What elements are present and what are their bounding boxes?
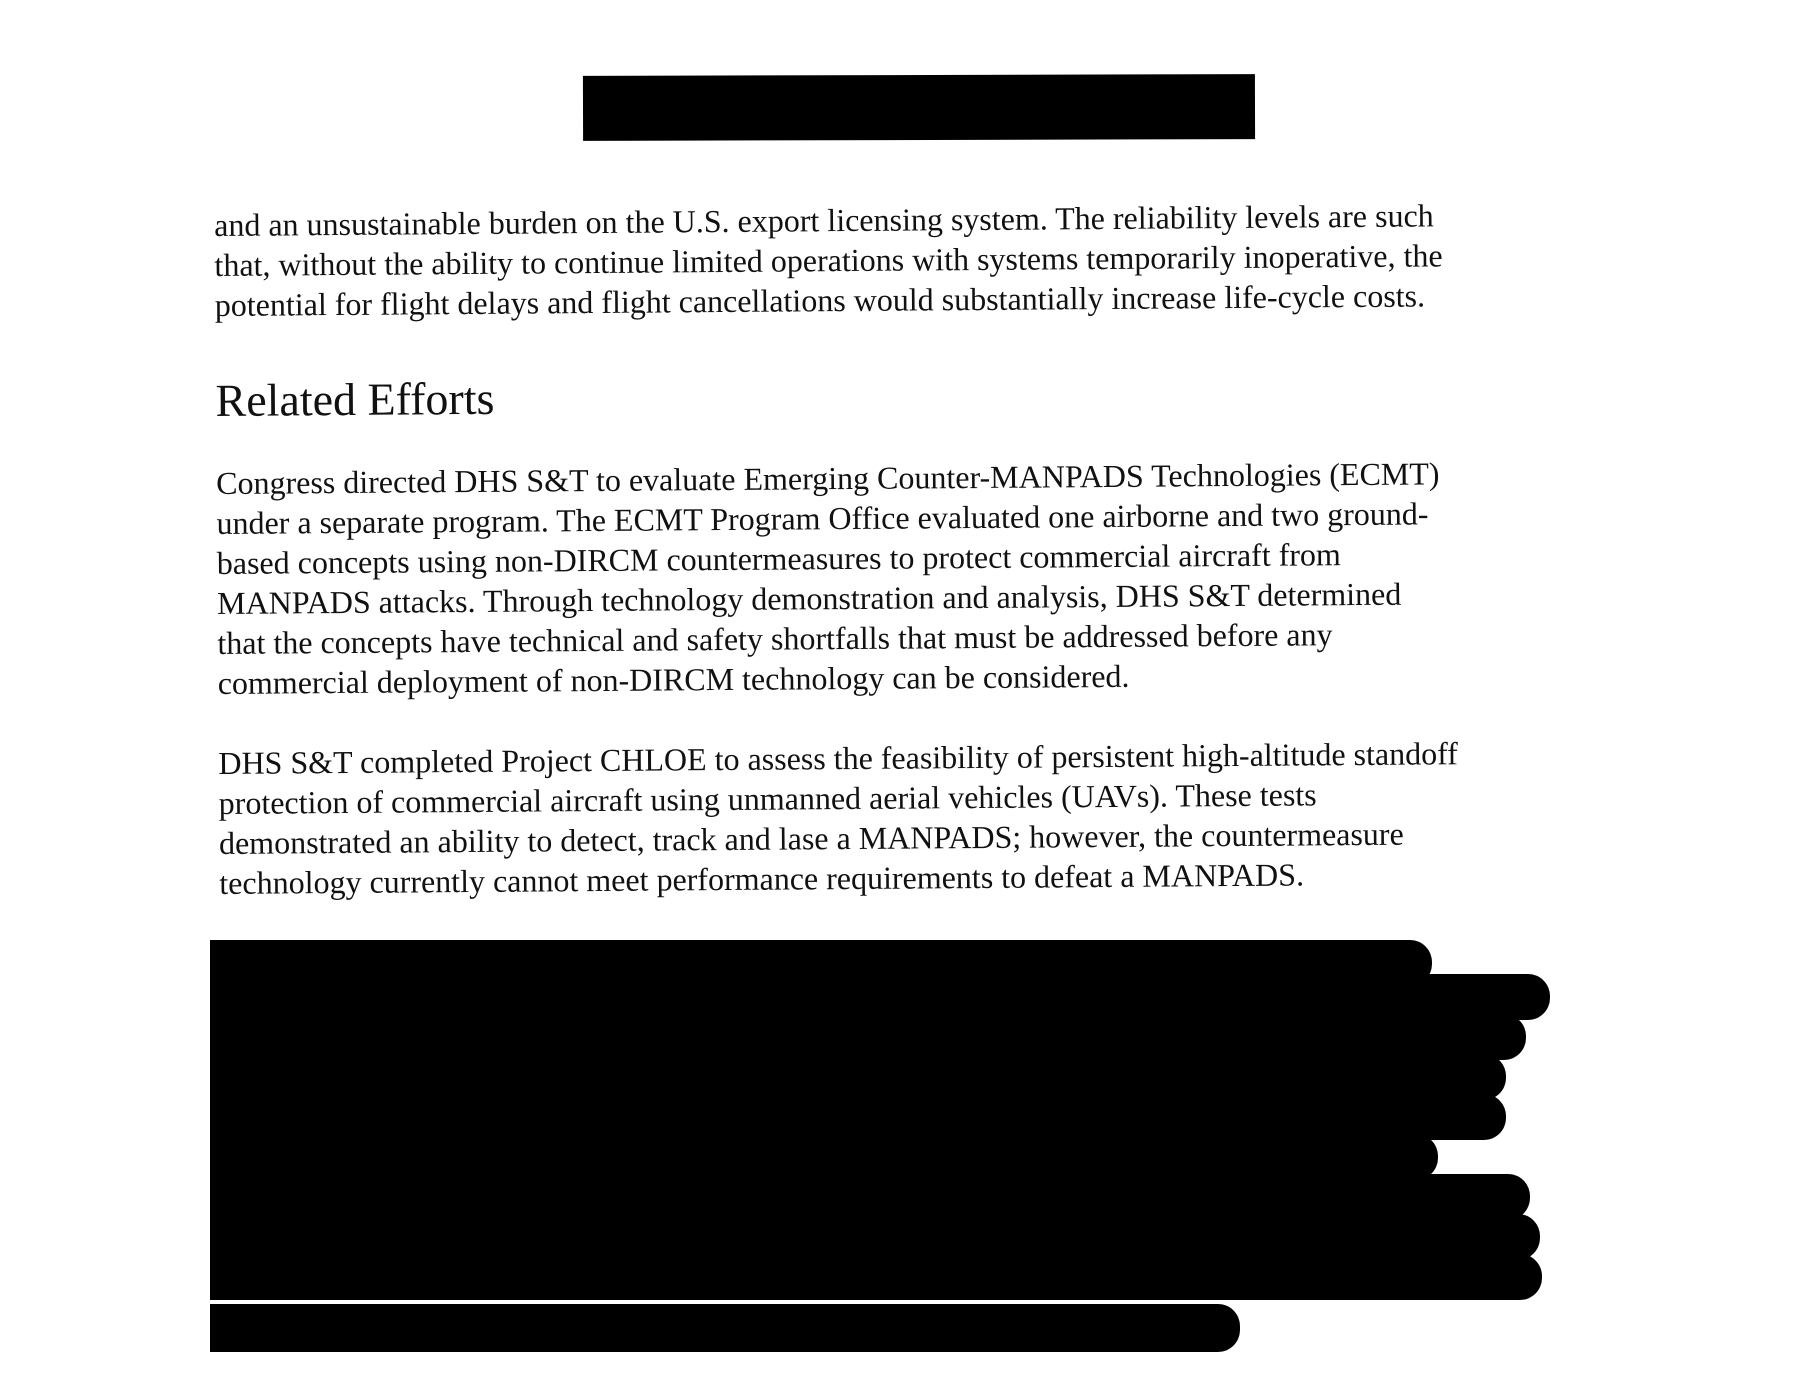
text-line: potential for flight delays and flight cancellations would substantially increase life-cycle costs.: [214, 277, 1426, 323]
text-line: under a separate program. The ECMT Program Office evaluated one airborne and two ground-: [216, 495, 1429, 541]
intro-paragraph: [214, 194, 1575, 325]
section-heading: Related Efforts: [215, 372, 495, 426]
text-line: DHS S&T completed Project CHLOE to assess the feasibility of persistent high-altitude standoff: [218, 735, 1459, 781]
redaction-bar: [210, 1254, 1542, 1300]
text-line: technology currently cannot meet performance requirements to defeat a MANPADS.: [219, 856, 1305, 901]
chloe-paragraph: [218, 732, 1579, 903]
document-body: [214, 194, 1579, 903]
text-line: that, without the ability to continue limited operations with systems temporarily inoperative, the: [214, 237, 1443, 283]
redacted-paragraph: [210, 940, 1560, 1355]
header-redaction: [583, 74, 1255, 141]
text-line: based concepts using non-DIRCM countermeasures to protect commercial aircraft from: [216, 536, 1341, 581]
text-line: demonstrated an ability to detect, track and lase a MANPADS; however, the countermeasure: [218, 815, 1404, 861]
text-line: and an unsustainable burden on the U.S. export licensing system. The reliability levels are such: [214, 197, 1434, 243]
text-line: commercial deployment of non-DIRCM technology can be considered.: [217, 657, 1130, 701]
text-line: Congress directed DHS S&T to evaluate Emerging Counter-MANPADS Technologies (ECMT): [216, 455, 1440, 501]
ecmt-paragraph: [216, 452, 1578, 703]
text-line: that the concepts have technical and safety shortfalls that must be addressed before any: [217, 616, 1333, 661]
text-line: protection of commercial aircraft using unmanned aerial vehicles (UAVs). These tests: [218, 776, 1317, 821]
redaction-bar: [210, 1304, 1240, 1352]
text-line: MANPADS attacks. Through technology demonstration and analysis, DHS S&T determined: [216, 575, 1402, 621]
